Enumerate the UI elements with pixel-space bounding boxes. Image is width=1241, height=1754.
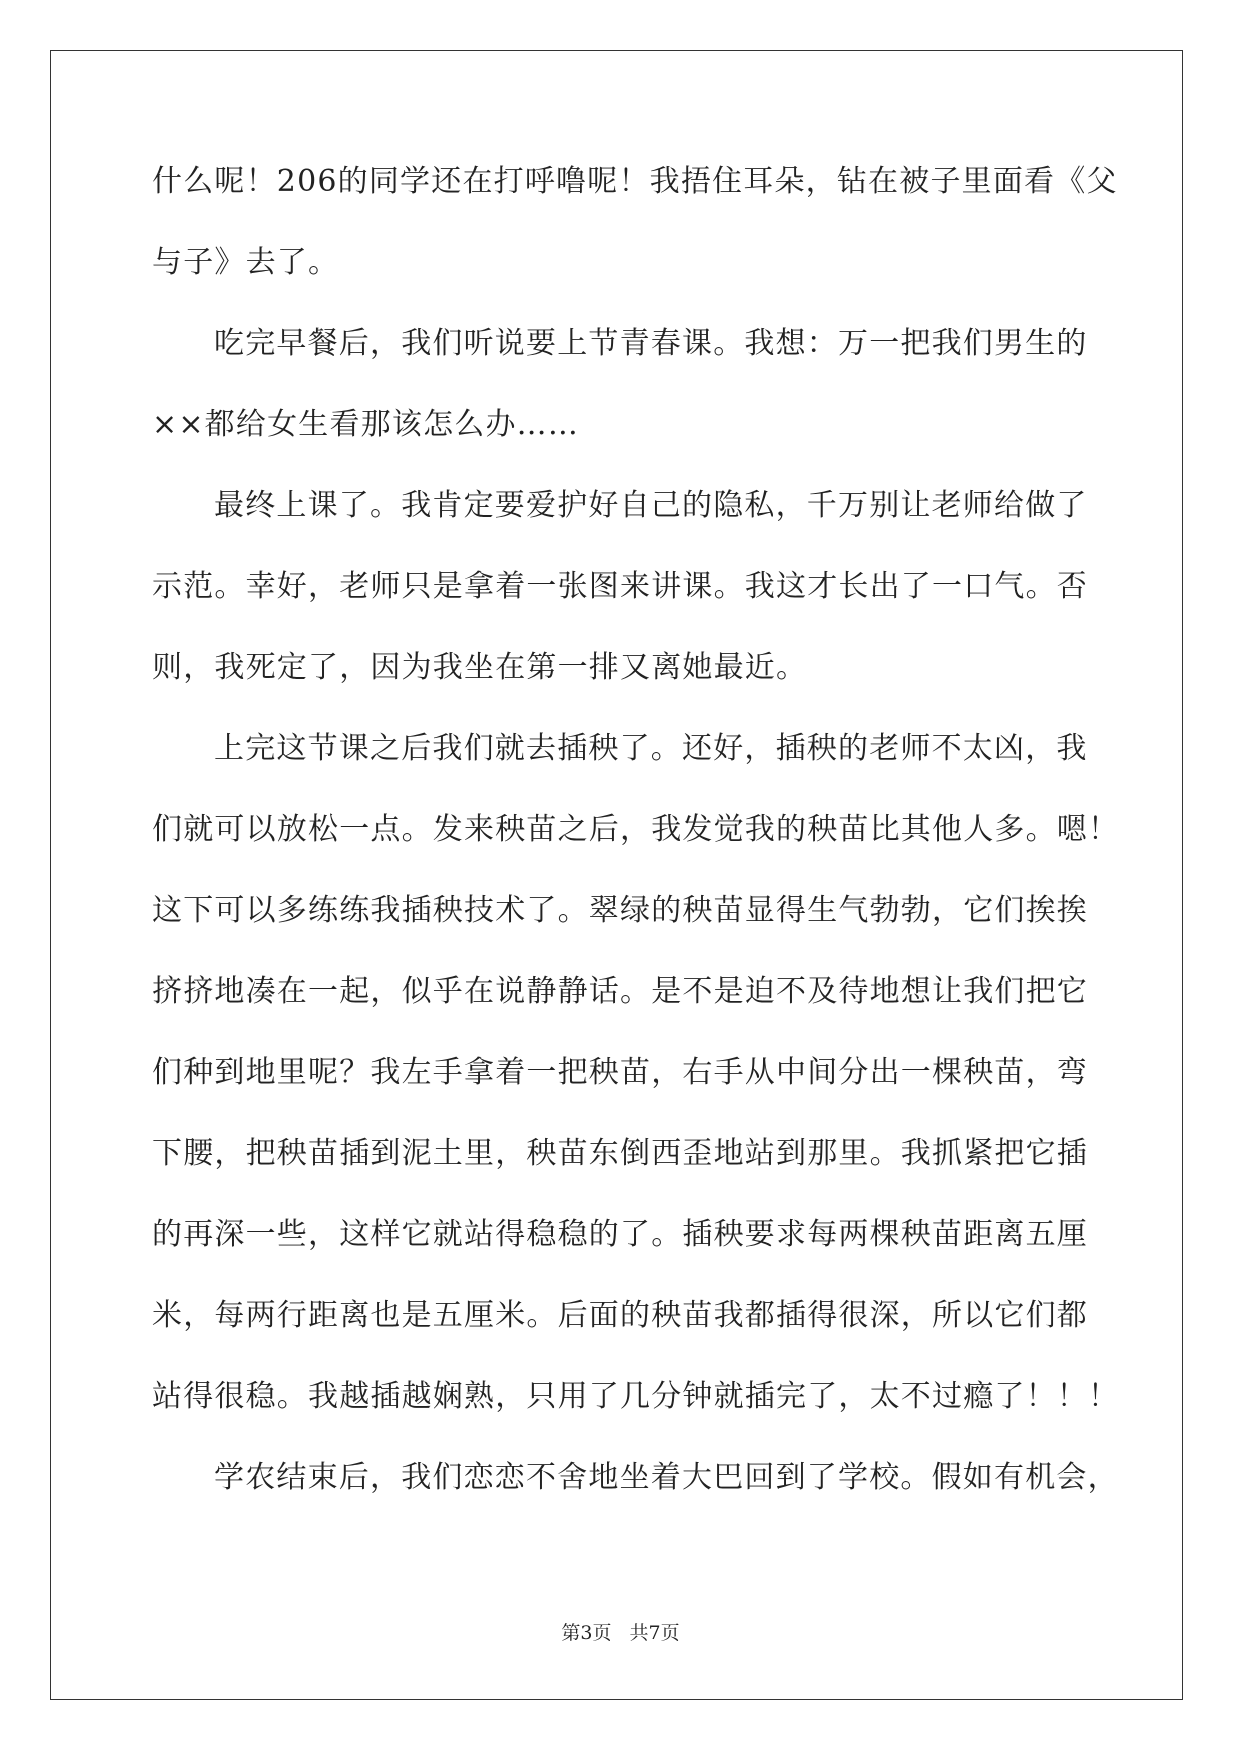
text-line: 上完这节课之后我们就去插秧了。还好，插秧的老师不太凶，我 xyxy=(214,731,1088,766)
paragraph xyxy=(152,1458,1119,1539)
paragraph xyxy=(152,729,1120,1458)
text-line: 的再深一些，这样它就站得稳稳的了。插秧要求每两棵秧苗距离五厘 xyxy=(152,1217,1088,1252)
text-line: 挤挤地凑在一起，似乎在说静静话。是不是迫不及待地想让我们把它 xyxy=(152,974,1088,1009)
page-total: 共7页 xyxy=(629,1622,680,1644)
text-line: 们种到地里呢？我左手拿着一把秧苗，右手从中间分出一棵秧苗，弯 xyxy=(152,1055,1088,1090)
document-body xyxy=(152,162,1120,1539)
text-line: 这下可以多练练我插秧技术了。翠绿的秧苗显得生气勃勃，它们挨挨 xyxy=(152,893,1088,928)
page-number: 第3页 xyxy=(561,1622,612,1644)
text-line: 示范。幸好，老师只是拿着一张图来讲课。我这才长出了一口气。否 xyxy=(152,569,1088,604)
text-line: 站得很稳。我越插越娴熟，只用了几分钟就插完了，太不过瘾了！！！ xyxy=(152,1379,1120,1414)
text-line: 们就可以放松一点。发来秧苗之后，我发觉我的秧苗比其他人多。嗯！ xyxy=(152,812,1120,847)
text-line: 下腰，把秧苗插到泥土里，秧苗东倒西歪地站到那里。我抓紧把它插 xyxy=(152,1136,1088,1171)
text-line: 米，每两行距离也是五厘米。后面的秧苗我都插得很深，所以它们都 xyxy=(152,1298,1088,1333)
text-line: ××都给女生看那该怎么办…… xyxy=(152,407,580,442)
text-line: 学农结束后，我们恋恋不舍地坐着大巴回到了学校。假如有机会， xyxy=(214,1460,1119,1495)
text-line: 吃完早餐后，我们听说要上节青春课。我想：万一把我们男生的 xyxy=(214,326,1088,361)
page-footer xyxy=(0,1618,1241,1645)
paragraph xyxy=(152,486,1092,729)
text-line: 最终上课了。我肯定要爱护好自己的隐私，千万别让老师给做了 xyxy=(214,488,1088,523)
paragraph xyxy=(152,162,1118,324)
text-line: 则，我死定了，因为我坐在第一排又离她最近。 xyxy=(152,650,808,685)
text-line: 与子》去了。 xyxy=(152,245,340,280)
paragraph xyxy=(152,324,1092,486)
text-line: 什么呢！206的同学还在打呼噜呢！我捂住耳朵，钻在被子里面看《父 xyxy=(152,164,1118,199)
